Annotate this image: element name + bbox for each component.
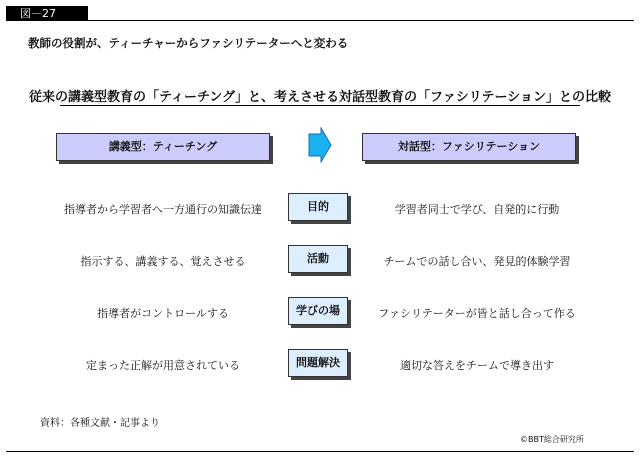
header-facilitation: 対話型：ファシリテーション (362, 133, 576, 161)
row-right-text: 適切な答えをチームで導き出す (400, 359, 554, 372)
bottom-rule (6, 451, 634, 452)
right-arrow-icon (307, 127, 333, 163)
header-teaching: 講義型：ティーチング (56, 133, 270, 161)
source-note: 資料：各種文献・記事より (40, 418, 160, 429)
subtitle: 教師の役割が、ティーチャーからファシリテーターへと変わる (28, 36, 349, 50)
figure-label: 図－27 (6, 6, 88, 21)
row-category-box: 目的 (288, 193, 348, 221)
row-right-text: ファシリテーターが皆と話し合って作る (378, 307, 576, 320)
row-left-text: 指導者から学習者へ一方通行の知識伝達 (64, 203, 262, 216)
row-category-box: 学びの場 (288, 297, 348, 325)
row-left-text: 指示する、講義する、覚えさせる (80, 255, 246, 268)
title-underline (60, 105, 580, 106)
row-right-text: 学習者同士で学び、自発的に行動 (394, 203, 560, 216)
row-left-text: 指導者がコントロールする (97, 307, 229, 320)
top-rule (6, 20, 634, 21)
copyright: ©BBT総合研究所 (520, 435, 584, 444)
row-category-box: 問題解決 (288, 349, 348, 377)
row-right-text: チームでの話し合い、発見的体験学習 (383, 255, 571, 268)
main-title: 従来の講義型教育の「ティーチング」と、考えさせる対話型教育の「ファシリテーション」との比較 (28, 90, 611, 105)
row-category-box: 活動 (288, 245, 348, 273)
row-left-text: 定まった正解が用意されている (86, 359, 240, 372)
